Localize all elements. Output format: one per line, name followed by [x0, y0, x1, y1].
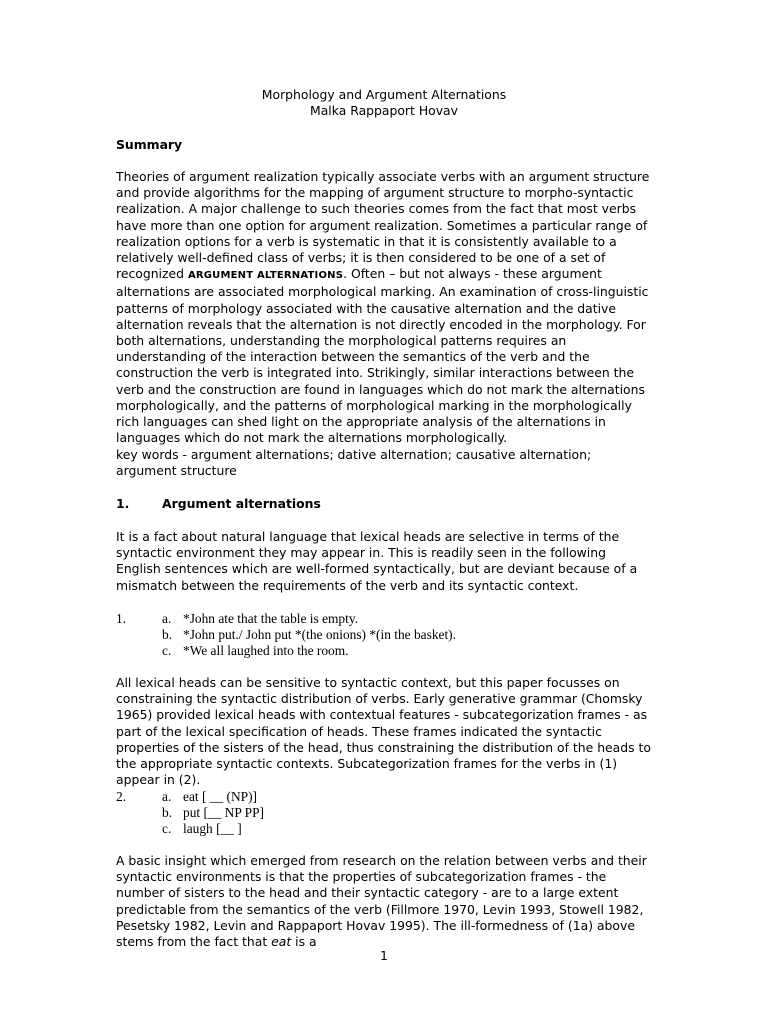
example-number: 2.	[116, 789, 127, 804]
paper-author: Malka Rappaport Hovav	[310, 103, 458, 118]
summary-paragraph	[116, 169, 652, 446]
example-letter: c.	[162, 821, 172, 836]
summary-text-a: Theories of argument realization typically associate verbs with an argument structure and provide algorithms for the mapping of argument structure to morpho-syntactic realization. A major challenge to such theories comes from the fact that most verbs have more than one option for argument realization. Sometimes a particular range of realization options for a verb is systematic in that it is consistently available to a relatively well-defined class of verbs; it is then considered to be one of a set of recognized	[116, 169, 650, 282]
example-number: 1.	[116, 611, 127, 626]
example-letter: b.	[162, 627, 173, 642]
keywords-line: key words - argument alternations; dative alternation; causative alternation; argument structure	[116, 447, 592, 479]
paragraph-3-text-a: A basic insight which emerged from research on the relation between verbs and their syntactic environments is that the properties of subcategorization frames - the number of sisters to the head and their syntactic category - are to a large extent predictable from the semantics of the verb (Fillmore 1970, Levin 1993, Stowell 1982, Pesetsky 1982, Levin and Rappaport Hovav 1995). The ill-formedness of (1a) above stems from the fact that	[116, 853, 647, 950]
example-sentence: *John put./ John put *(the onions) *(in the basket).	[183, 627, 456, 642]
paragraph-3	[116, 853, 652, 950]
example-letter: a.	[162, 789, 172, 804]
paragraph-3-emphasis: eat	[271, 934, 292, 950]
example-frame: eat [ __ (NP)]	[183, 789, 257, 804]
argument-alternations-term: ARGUMENT ALTERNATIONS	[187, 270, 344, 282]
summary-heading: Summary	[116, 137, 183, 152]
example-letter: c.	[162, 643, 172, 658]
paragraph-3-text-b: is a	[291, 934, 317, 950]
example-frame: put [__ NP PP]	[183, 805, 264, 820]
example-letter: a.	[162, 611, 172, 626]
summary-text-b: . Often – but not always - these argument alternations are associated morphological marking. An examination of cross-linguistic patterns of morphology associated with the causative alternation and the dative alternation reveals that the alternation is not directly encoded in the morphology. For both alternations, understanding the morphological patterns requires an understanding of the interaction between the semantics of the verb and the construction the verb is integrated into. Strikingly, similar interactions between the verb and the construction are found in languages which do not mark the alternations morphologically, and the patterns of morphological marking in the morphologically rich languages can shed light on the appropriate analysis of the alternations in languages which do not mark the alternations morphologically.	[116, 266, 649, 446]
example-letter: b.	[162, 805, 173, 820]
example-frame: laugh [__ ]	[183, 821, 242, 836]
page-number: 1	[380, 948, 388, 963]
paper-title: Morphology and Argument Alternations	[261, 87, 507, 102]
section-title: Argument alternations	[162, 496, 321, 511]
paragraph-2: All lexical heads can be sensitive to syntactic context, but this paper focusses on constraining the syntactic distribution of verbs. Early generative grammar (Chomsky 1965) provided lexical heads with contextual features - subcategorization frames - as part of the lexical specification of heads. These frames indicated the syntactic properties of the sisters of the head, thus constraining the distribution of the heads to the appropriate syntactic contexts. Subcategorization frames for the verbs in (1) appear in (2).	[116, 675, 651, 788]
example-sentence: *John ate that the table is empty.	[183, 611, 359, 626]
paragraph-1: It is a fact about natural language that lexical heads are selective in terms of the syntactic environment they may appear in. This is readily seen in the following English sentences which are well-formed syntactically, but are deviant because of a mismatch between the requirements of the verb and its syntactic context.	[116, 529, 638, 593]
section-number: 1.	[116, 496, 130, 511]
example-sentence: *We all laughed into the room.	[183, 643, 349, 658]
